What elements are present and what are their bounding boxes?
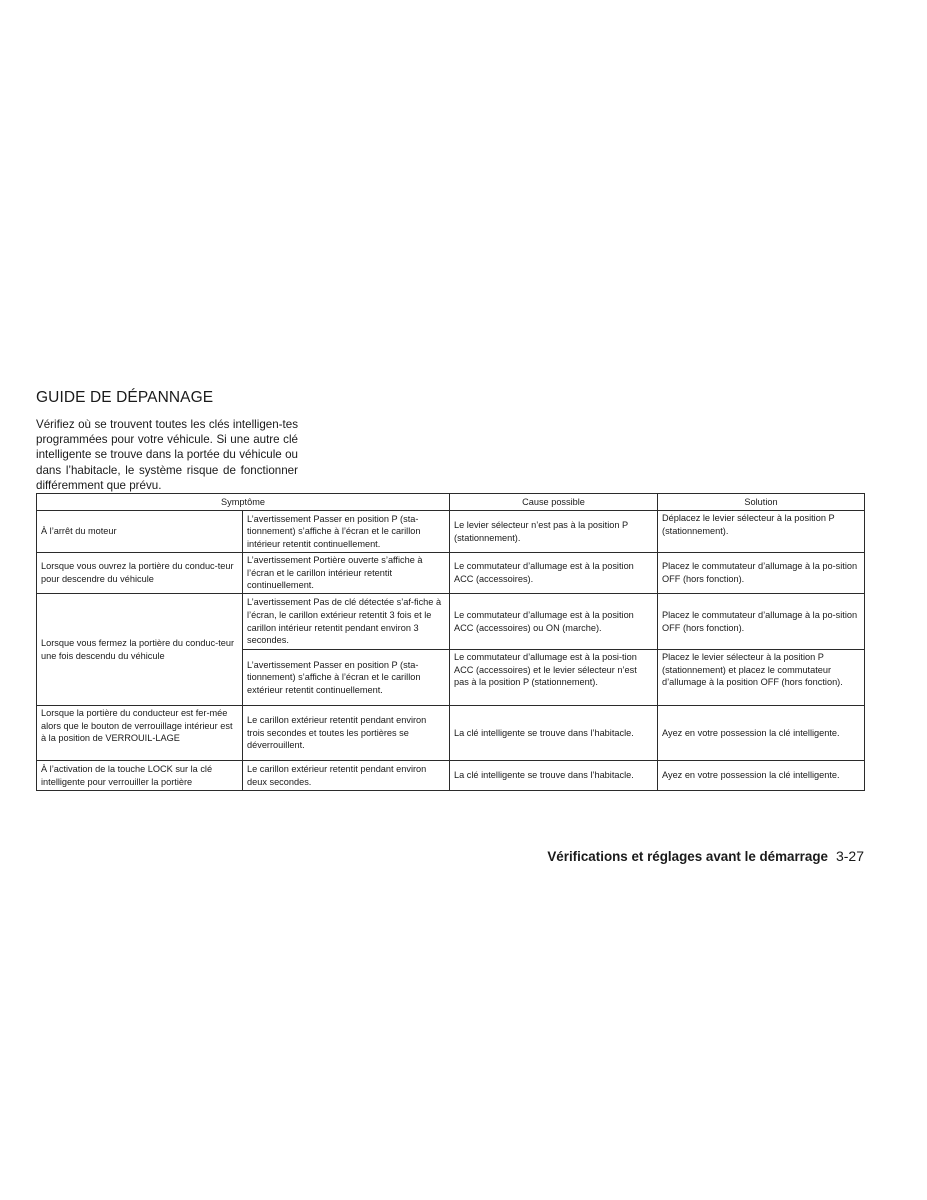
- table-row: [37, 594, 865, 650]
- cause-cell: La clé intelligente se trouve dans l’habitacle.: [450, 761, 658, 791]
- table-row: [37, 511, 865, 553]
- solution-cell: Placez le commutateur d’allumage à la po-sition OFF (hors fonction).: [658, 553, 865, 594]
- header-cause: Cause possible: [450, 494, 658, 511]
- table-row: [37, 706, 865, 761]
- situation-cell: Lorsque la portière du conducteur est fer-mée alors que le bouton de verrouillage intérieur est à la position de VERROUIL-LAGE: [37, 706, 243, 761]
- solution-cell: Ayez en votre possession la clé intelligente.: [658, 706, 865, 761]
- cause-cell: La clé intelligente se trouve dans l’habitacle.: [450, 706, 658, 761]
- intro-paragraph: Vérifiez où se trouvent toutes les clés intelligen-tes programmées pour votre véhicule. Si une autre clé intelligente se trouve dans la portée du véhicule ou dans l’habitacle, le système risque de fonctionner différemment que prévu.: [36, 418, 298, 492]
- symptom-cell: L’avertissement Pas de clé détectée s’af-fiche à l’écran, le carillon extérieur retentit 3 fois et le carillon intérieur retentit pendant environ 3 secondes.: [243, 594, 450, 650]
- page-footer: [547, 848, 864, 864]
- symptom-cell: Le carillon extérieur retentit pendant environ deux secondes.: [243, 761, 450, 791]
- situation-cell: À l’activation de la touche LOCK sur la clé intelligente pour verrouiller la portière: [37, 761, 243, 791]
- symptom-cell: Le carillon extérieur retentit pendant environ trois secondes et toutes les portières se déverrouillent.: [243, 706, 450, 761]
- cause-cell: Le commutateur d’allumage est à la posi-tion ACC (accessoires) et le levier sélecteur n’est pas à la position P (stationnement).: [450, 650, 658, 706]
- situation-cell: Lorsque vous fermez la portière du conduc-teur une fois descendu du véhicule: [37, 594, 243, 706]
- symptom-cell: L’avertissement Passer en position P (sta-tionnement) s’affiche à l’écran et le carillon extérieur retentit continuellement.: [243, 650, 450, 706]
- symptom-cell: L’avertissement Passer en position P (sta-tionnement) s’affiche à l’écran et le carillon intérieur retentit continuellement.: [243, 511, 450, 553]
- chapter-title: Vérifications et réglages avant le démarrage: [547, 849, 828, 864]
- table-header-row: [37, 494, 865, 511]
- cause-cell: Le commutateur d’allumage est à la position ACC (accessoires) ou ON (marche).: [450, 594, 658, 650]
- situation-cell: À l’arrêt du moteur: [37, 511, 243, 553]
- troubleshooting-table: [36, 493, 865, 791]
- situation-cell: Lorsque vous ouvrez la portière du conduc-teur pour descendre du véhicule: [37, 553, 243, 594]
- solution-cell: Déplacez le levier sélecteur à la position P (stationnement).: [658, 511, 865, 553]
- table-row: [37, 761, 865, 791]
- solution-cell: Ayez en votre possession la clé intelligente.: [658, 761, 865, 791]
- section-title: GUIDE DE DÉPANNAGE: [36, 389, 214, 406]
- cause-cell: Le levier sélecteur n’est pas à la position P (stationnement).: [450, 511, 658, 553]
- symptom-cell: L’avertissement Portière ouverte s’affiche à l’écran et le carillon intérieur retentit continuellement.: [243, 553, 450, 594]
- solution-cell: Placez le commutateur d’allumage à la po-sition OFF (hors fonction).: [658, 594, 865, 650]
- table-row: [37, 553, 865, 594]
- page-number: 3-27: [835, 848, 864, 864]
- header-symptom: Symptôme: [37, 494, 450, 511]
- solution-cell: Placez le levier sélecteur à la position P (stationnement) et placez le commutateur d’allumage à la position OFF (hors fonction).: [658, 650, 865, 706]
- cause-cell: Le commutateur d’allumage est à la position ACC (accessoires).: [450, 553, 658, 594]
- header-solution: Solution: [658, 494, 865, 511]
